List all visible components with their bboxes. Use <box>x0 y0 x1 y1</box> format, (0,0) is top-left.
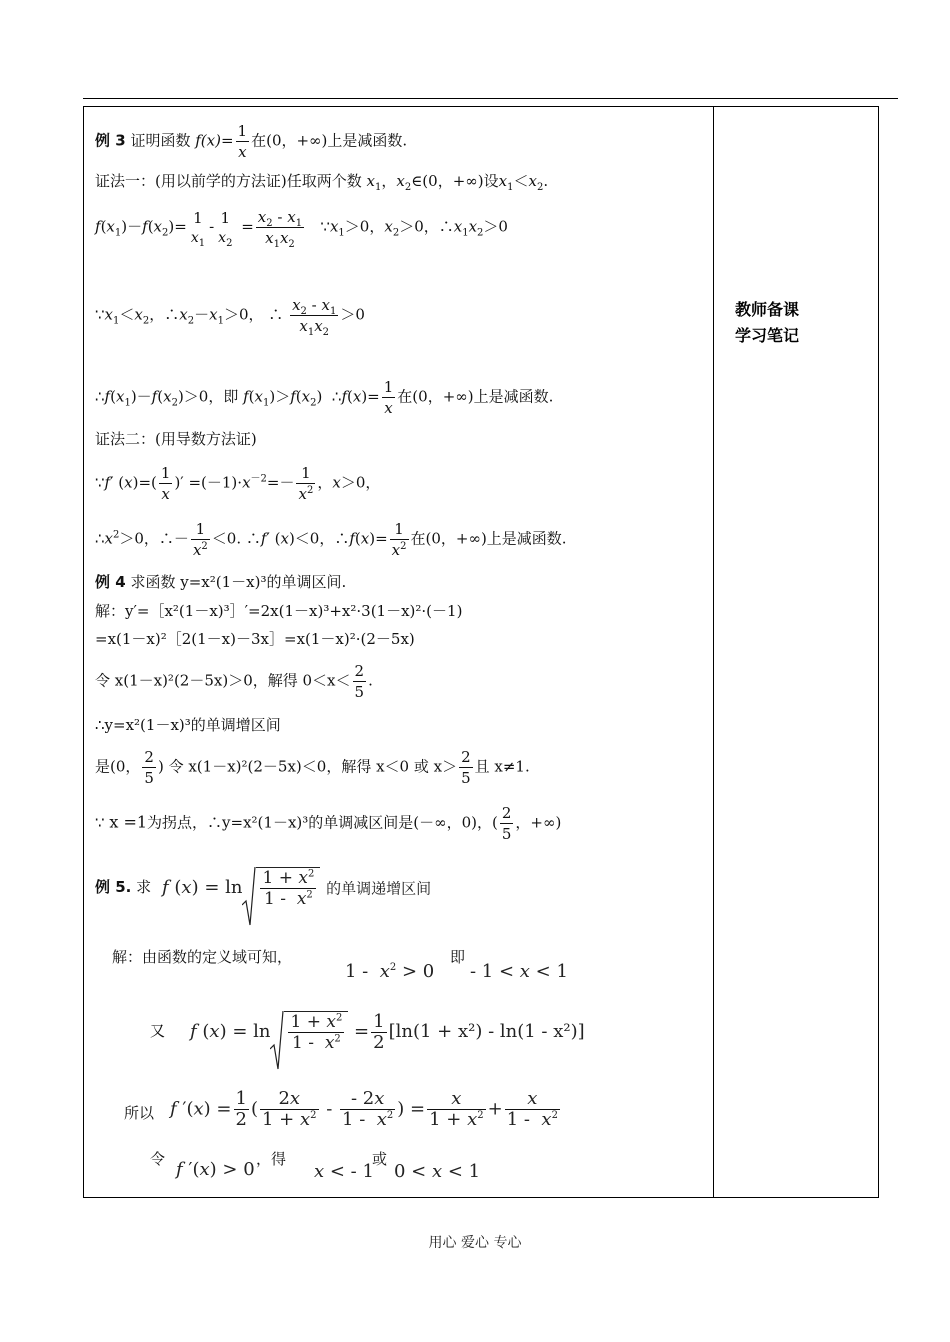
domain-range: - 1 < x < 1 <box>470 961 568 982</box>
frac-1-x2: 1 $x_2$ <box>218 208 233 249</box>
notes-label-1: 教师备课 <box>735 300 800 319</box>
ex3-derivative: ∵f′ (x)=( $\frac{1}{x}$ )′ $=(-1)\cdot x^{-2}=-$ $\frac{1}{x^2}$ ，x＞0， <box>95 464 381 503</box>
derivative-equation: f ′(x) = $\frac{1}{2}$ ( $\frac{2x}{1 + x^2}$ - $\frac{- 2x}{1 - x^2}$ ) = $\frac{x}{1 + x^2}$ + $\frac{x}{1 - x^2}$ <box>170 1088 558 1130</box>
ex4-inflection <box>95 803 561 844</box>
domain-inequality: $1 - x^2 > 0$ <box>345 961 435 982</box>
lesson-table <box>83 106 879 1198</box>
fprime-positive: f ′(x) > 0 <box>176 1159 255 1180</box>
inflect-b: 为拐点，∴y=x²(1－x)³的单调减区间是(－∞，0)，( <box>147 813 498 832</box>
frac-2-5: $\frac{2}{5}$ <box>354 662 365 701</box>
ji-text: 即 <box>450 948 466 966</box>
frac-1-over-x-2: $\frac{1}{x}$ <box>383 378 394 417</box>
frac-half: $\frac{1}{2}$ <box>373 1010 385 1053</box>
ex3-label: 例 3 <box>95 131 126 150</box>
ex3-because-lt: $\because x_1<x_2$，$\therefore x_2-x_1>0$， ∴ $\frac{x_2 - x_1}{x_1x_2}$ ＞0 <box>95 296 365 338</box>
solution-a: x < - 1 <box>314 1161 374 1182</box>
ex3-method2: 证法二：(用导数方法证) <box>95 430 257 448</box>
notes-label-2: 学习笔记 <box>735 326 800 345</box>
term1: $\frac{2x}{1 + x^2}$ <box>261 1088 317 1130</box>
gt-zero: ＞0 <box>340 305 365 324</box>
ex5-title <box>95 877 151 897</box>
ex4-increasing: ∴y=x²(1－x)³的单调增区间 <box>95 716 281 734</box>
frac-1-over-x: $\frac{1}{x}$ <box>237 122 248 161</box>
inflect-a: ∵ <box>95 813 105 832</box>
ex5-function: f (x) = ln $\frac{1 + x^2}{1 - x^2}$ 的单调递增区间 <box>162 867 431 909</box>
frac-diff-2: $\frac{x_2 - x_1}{x_1x_2}$ <box>292 296 337 338</box>
frac-sqrt-inner: $\frac{1 + x^2}{1 - x^2}$ <box>262 868 315 909</box>
deriv2-tail: 在(0，+∞)上是减函数. <box>410 529 567 548</box>
frac-1-over-x2-b: $\frac{1}{x^2}$ <box>192 520 208 559</box>
term2: $\frac{- 2x}{1 - x^2}$ <box>342 1088 394 1130</box>
ex5-solution: 解：由函数的定义域可知， <box>112 948 293 966</box>
method1-tail: 设 <box>483 172 499 190</box>
frac-1-over-x2: $\frac{1}{x^2}$ <box>298 464 314 503</box>
header-rule <box>83 98 898 99</box>
ex3-derivative-2: $\therefore x^2>0$，∴－ $\frac{1}{x^2}$ ＜0. ∴f′ (x)＜0，∴f(x)= $\frac{1}{x^2}$ 在(0，+∞)上是减函数. <box>95 520 567 559</box>
frac-diff: $\frac{x_2 - x_1}{x_1x_2}$ <box>257 208 303 250</box>
frac-1-over-x2-c: $\frac{1}{x^2}$ <box>391 520 407 559</box>
ex3-title <box>95 121 407 162</box>
inflect-c: ，+∞) <box>515 813 562 832</box>
frac-1-x1: 1 $x_1$ <box>190 208 206 249</box>
frac-2-5-b: $\frac{2}{5}$ <box>144 748 154 787</box>
ex4-interval <box>95 747 530 788</box>
sqrt-expression-2 <box>270 1011 348 1053</box>
ex3-difference: $f(x_1)-f(x_2)=$ 1 $x_1$ - 1 $x_2$ = $\frac{x_2 - x_1}{x_1x_2}$ $\because x_1>0$，$x_2>0$，$\therefore x_1x_2>0$ <box>95 208 508 250</box>
expand-rhs: [ln(1 + x²) - ln(1 - x²)] <box>388 1021 585 1042</box>
ex4-label: 例 4 <box>95 573 126 591</box>
ex4-title-text: 求函数 y=x²(1－x)³的单调区间. <box>130 573 347 591</box>
ex3-method1: 证法一：(用以前学的方法证)任取两个数 $x_1$，$x_2\in(0$，+∞)设$x_1<x_2$. <box>95 172 549 193</box>
notes-column <box>735 297 855 349</box>
ex3-fx: f(x)= <box>195 131 234 150</box>
ex4-solution-2: =x(1－x)²［2(1－x)－3x］=x(1－x)²·(2－5x) <box>95 630 415 648</box>
let-text: 令 x(1－x)²(2－5x)＞0，解得 0＜x＜ <box>95 671 351 690</box>
ex3-interval: 在(0，+∞)上是减函数. <box>251 131 408 150</box>
method1-text: 证法一：(用以前学的方法证)任取两个数 <box>95 172 362 190</box>
let-dot: . <box>368 671 373 690</box>
is-c: 且 x≠1. <box>474 757 530 776</box>
is-b: ) 令 x(1－x)²(2－5x)＜0，解得 x＜0 或 x＞ <box>157 757 458 776</box>
frac-2-5-d: $\frac{2}{5}$ <box>501 804 512 843</box>
ex4-title <box>95 572 346 592</box>
column-divider <box>713 107 714 1197</box>
ling-text: 令 <box>150 1150 166 1168</box>
term4: $\frac{x}{1 - x^2}$ <box>506 1088 558 1130</box>
frac-1-over-x-3: $\frac{1}{x}$ <box>160 464 171 503</box>
solution-b: 0 < x < 1 <box>394 1161 481 1182</box>
you-text: 又 <box>150 1022 166 1040</box>
ex4-solution-1: 解：y′=［x²(1－x)³］′=2x(1－x)³+x²·3(1－x)²·(－1) <box>95 602 463 620</box>
frac-2-5-c: $\frac{2}{5}$ <box>461 748 471 787</box>
sqrt-expression <box>242 867 320 909</box>
ex4-let <box>95 661 373 702</box>
ex3-title-text: 证明函数 <box>130 131 191 150</box>
expand-equation: f (x) = ln $\frac{1 + x^2}{1 - x^2}$ = $\frac{1}{2}$ [ln(1 + x²) - ln(1 - x²)] <box>190 1011 585 1053</box>
ex3-conclusion1: $\therefore f(x_1)-f(x_2)>0$，即 $f(x_1)>f(x_2)$ ∴f(x)= $\frac{1}{x}$ 在(0，+∞)上是减函数. <box>95 378 554 417</box>
x-eq-1: x =1 <box>109 812 148 832</box>
is-a: 是(0， <box>95 757 141 776</box>
ex5-label: 例 5. <box>95 878 132 896</box>
huo-text: 或 <box>372 1150 388 1168</box>
frac-half-2: $\frac{1}{2}$ <box>235 1088 247 1130</box>
ex5-title-tail: 的单调递增区间 <box>326 879 432 898</box>
term3: $\frac{x}{1 + x^2}$ <box>429 1088 484 1130</box>
ex5-title-text: 求 <box>136 878 152 896</box>
suoyi-text: 所以 <box>124 1104 155 1122</box>
page-footer: 用心 爱心 专心 <box>428 1235 522 1251</box>
conclusion1-tail: 在(0，+∞)上是减函数. <box>397 387 554 406</box>
de-text: ，得 <box>256 1150 287 1168</box>
frac-sqrt-inner-2: $\frac{1 + x^2}{1 - x^2}$ <box>290 1012 343 1053</box>
